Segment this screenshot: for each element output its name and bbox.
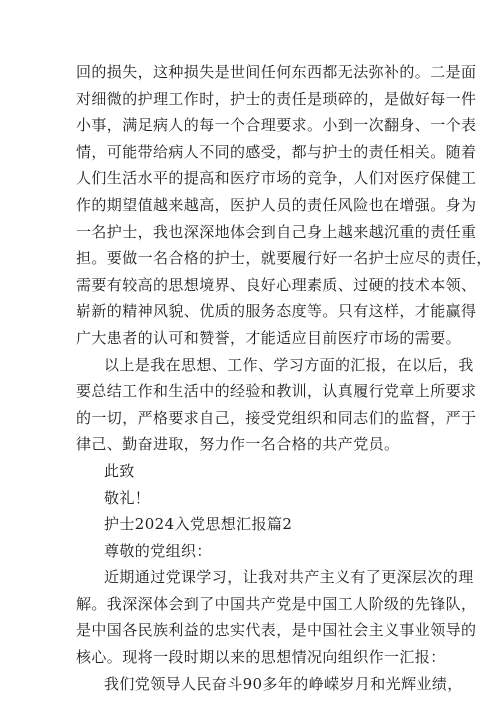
text-line: 对细微的护理工作时，护士的责任是琐碎的，是做好每一件 <box>76 89 477 108</box>
text-line: 律己、勤奋进取，努力作一名合格的共产党员。 <box>76 435 400 454</box>
text-line: 需要有较高的思想境界、良好心理素质、过硬的技术本领、 <box>76 275 477 294</box>
closing-greeting: 敬礼！ <box>104 488 151 507</box>
text-line: 解。我深深体会到了中国共产党是中国工人阶级的先锋队， <box>76 594 477 613</box>
text-line: 是中国各民族利益的忠实代表，是中国社会主义事业领导的 <box>76 621 477 640</box>
text-line: 回的损失，这种损失是世间任何东西都无法弥补的。二是面 <box>76 63 477 81</box>
text-line: 小事，满足病人的每一个合理要求。小到一次翻身、一个表 <box>76 116 477 135</box>
text-line: 崭新的精神风貌、优质的服务态度等。只有这样，才能赢得 <box>76 302 477 321</box>
text-line: 广大患者的认可和赞誉，才能适应目前医疗市场的需要。 <box>76 328 462 347</box>
section-heading: 护士2024入党思想汇报篇2 <box>104 515 293 534</box>
text-line: 担。要做一名合格的护士，就要履行好一名护士应尽的责任， <box>76 249 492 268</box>
paragraph-first-line: 我们党领导人民奋斗90多年的峥嵘岁月和光辉业绩， <box>104 674 463 693</box>
text-line: 要总结工作和生活中的经验和教训，认真履行党章上所要求 <box>76 382 477 401</box>
closing-salutation: 此致 <box>104 461 135 480</box>
text-line: 人们生活水平的提高和医疗市场的竞争，人们对医疗保健工 <box>76 169 477 188</box>
text-line: 作的期望值越来越高，医护人员的责任风险也在增强。身为 <box>76 195 477 214</box>
letter-salutation: 尊敬的党组织： <box>104 541 212 560</box>
text-line: 核心。现将一段时期以来的思想情况向组织作一汇报： <box>76 648 446 667</box>
text-line: 情，可能带给病人不同的感受，都与护士的责任相关。随着 <box>76 142 477 161</box>
paragraph-first-line: 近期通过党课学习，让我对共产主义有了更深层次的理 <box>104 568 474 587</box>
document-body <box>76 59 492 697</box>
text-line: 的一切，严格要求自己，接受党组织和同志们的监督，严于 <box>76 408 477 427</box>
text-line: 一名护士，我也深深地体会到自己身上越来越沉重的责任重 <box>76 222 477 241</box>
paragraph-first-line: 以上是我在思想、工作、学习方面的汇报，在以后，我 <box>104 355 474 374</box>
